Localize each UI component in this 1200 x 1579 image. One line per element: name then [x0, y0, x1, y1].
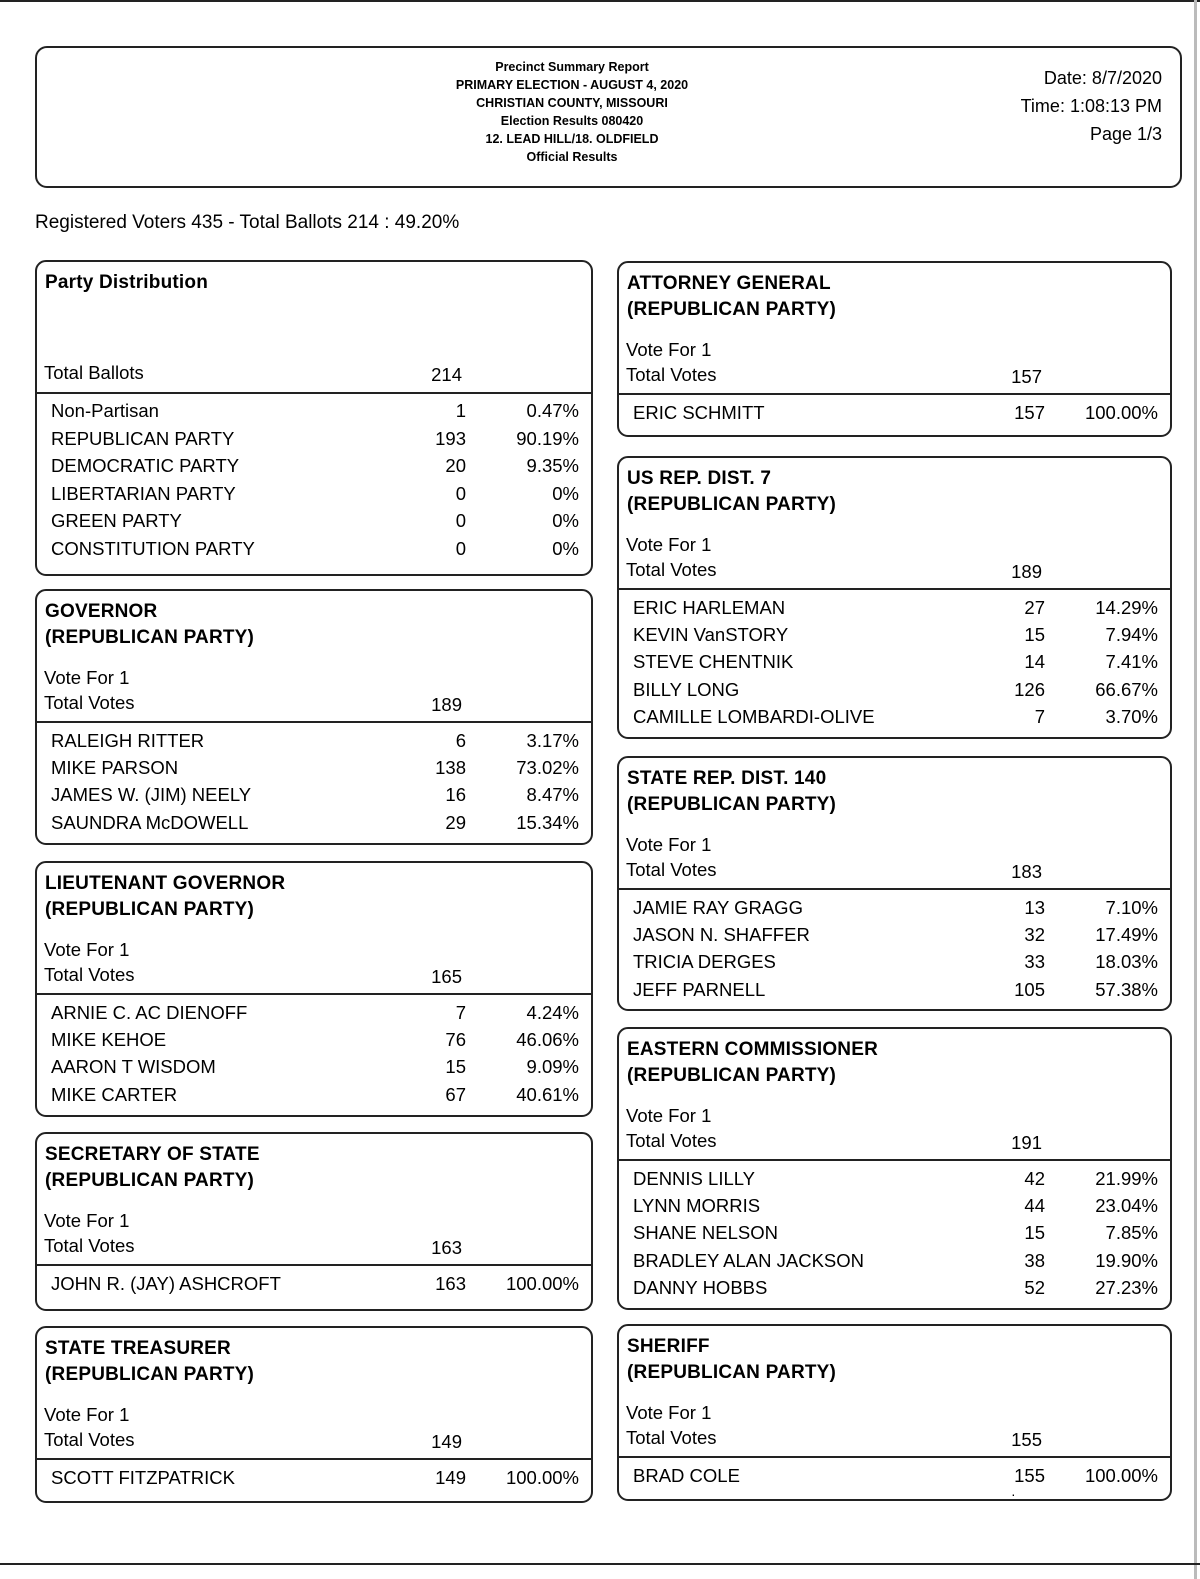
total-votes-value: 191 [1011, 1132, 1042, 1153]
party-name: GREEN PARTY [51, 510, 182, 531]
party-row [51, 483, 579, 510]
party-row [51, 455, 579, 482]
candidate-percent: 40.61% [516, 1083, 579, 1105]
contest-box-lieutenant-governor [35, 861, 593, 1117]
contest-box-governor [35, 589, 593, 845]
candidate-percent: 73.02% [516, 757, 579, 779]
party-distribution-box [35, 260, 593, 576]
contest-office: STATE TREASURER [45, 1338, 231, 1359]
candidate-row [633, 1195, 1158, 1222]
candidate-name: JAMES W. (JIM) NEELY [51, 784, 252, 806]
candidate-name: STEVE CHENTNIK [633, 651, 794, 673]
candidate-votes: 15 [1024, 624, 1045, 646]
candidate-percent: 19.90% [1095, 1249, 1158, 1271]
contest-box-attorney-general [617, 261, 1172, 437]
contest-office: ATTORNEY GENERAL [627, 273, 831, 294]
contest-party: (REPUBLICAN PARTY) [627, 494, 837, 515]
candidate-percent: 15.34% [516, 811, 579, 833]
total-votes-label: Total Votes [626, 559, 717, 580]
candidate-row [633, 402, 1158, 429]
candidate-votes: 38 [1024, 1249, 1045, 1271]
report-title: Precinct Summary Report [495, 60, 649, 74]
candidate-votes: 44 [1024, 1195, 1045, 1217]
contest-office: EASTERN COMMISSIONER [627, 1039, 879, 1060]
candidate-name: JEFF PARNELL [633, 978, 766, 1000]
contest-title [45, 1336, 254, 1388]
party-percent: 90.19% [516, 427, 579, 449]
candidate-votes: 52 [1024, 1276, 1045, 1298]
contest-rule [619, 888, 1170, 890]
contest-office: LIEUTENANT GOVERNOR [45, 873, 286, 894]
candidate-name: JASON N. SHAFFER [633, 924, 810, 946]
candidate-name: ERIC SCHMITT [633, 402, 765, 423]
candidate-name: ARNIE C. AC DIENOFF [51, 1002, 248, 1023]
results-id: Election Results 080420 [500, 114, 644, 128]
precinct-name: 12. LEAD HILL/18. OLDFIELD [485, 132, 659, 146]
candidate-name: CAMILLE LOMBARDI-OLIVE [633, 705, 875, 727]
contest-rule [619, 588, 1170, 590]
contest-office: SECRETARY OF STATE [45, 1144, 260, 1165]
total-votes-label: Total Votes [626, 1427, 717, 1448]
vote-for-label: Vote For 1 [44, 1404, 130, 1425]
contest-title [627, 271, 836, 323]
candidate-name: SAUNDRA McDOWELL [51, 811, 249, 833]
candidate-row [633, 624, 1158, 651]
contest-party: (REPUBLICAN PARTY) [45, 627, 255, 648]
contest-party: (REPUBLICAN PARTY) [627, 1362, 837, 1383]
party-percent: 0.47% [526, 400, 579, 421]
contest-party: (REPUBLICAN PARTY) [45, 899, 255, 920]
candidate-name: JOHN R. (JAY) ASHCROFT [51, 1273, 281, 1294]
candidate-name: LYNN MORRIS [633, 1195, 761, 1217]
candidate-name: KEVIN VanSTORY [633, 624, 789, 646]
total-votes-label: Total Votes [626, 364, 717, 385]
candidate-name: DENNIS LILLY [633, 1168, 756, 1189]
contest-rule [619, 1159, 1170, 1161]
candidate-percent: 7.85% [1105, 1222, 1158, 1244]
candidate-percent: 7.94% [1105, 624, 1158, 646]
candidate-row [51, 757, 579, 784]
vote-for-label: Vote For 1 [626, 834, 712, 855]
contest-box-state-treasurer [35, 1326, 593, 1503]
party-percent: 9.35% [526, 455, 579, 476]
contest-title [627, 1334, 836, 1386]
vote-for-label: Vote For 1 [626, 534, 712, 555]
candidate-votes: 155 [1014, 1465, 1045, 1486]
candidate-name: SHANE NELSON [633, 1222, 778, 1244]
contest-office: US REP. DIST. 7 [627, 468, 772, 489]
total-votes-label: Total Votes [44, 964, 135, 985]
vote-for-label: Vote For 1 [626, 339, 712, 360]
party-votes: 20 [445, 455, 466, 476]
contest-party: (REPUBLICAN PARTY) [627, 794, 837, 815]
scan-bottom-edge [0, 1563, 1200, 1567]
party-name: CONSTITUTION PARTY [51, 537, 255, 559]
candidate-percent: 57.38% [1095, 978, 1158, 1000]
party-votes: 0 [455, 510, 466, 531]
candidate-row [633, 924, 1158, 951]
candidate-percent: 18.03% [1095, 951, 1158, 973]
candidate-votes: 42 [1024, 1168, 1045, 1189]
candidate-votes: 14 [1024, 651, 1045, 673]
candidate-row [51, 1084, 579, 1111]
vote-for-label: Vote For 1 [44, 1210, 130, 1231]
party-percent: 0% [552, 537, 579, 559]
contest-title [45, 871, 285, 923]
candidate-row [633, 1168, 1158, 1195]
total-votes-label: Total Votes [44, 1235, 135, 1256]
candidate-name: MIKE PARSON [51, 757, 179, 779]
candidate-votes: 32 [1024, 924, 1045, 946]
party-row [51, 510, 579, 537]
candidate-percent: 7.10% [1105, 897, 1158, 918]
contest-party: (REPUBLICAN PARTY) [627, 299, 837, 320]
vote-for-label: Vote For 1 [626, 1105, 712, 1126]
candidate-votes: 138 [435, 757, 466, 779]
total-votes-value: 189 [1011, 561, 1042, 582]
total-votes-value: 157 [1011, 366, 1042, 387]
contest-box-eastern-commissioner [617, 1027, 1172, 1310]
candidate-votes: 76 [445, 1029, 466, 1051]
party-name: DEMOCRATIC PARTY [51, 455, 240, 476]
contest-title [45, 599, 254, 651]
page-number: Page 1/3 [1089, 124, 1162, 144]
total-votes-value: 165 [431, 966, 462, 987]
contest-office: STATE REP. DIST. 140 [627, 768, 827, 789]
candidate-row [633, 979, 1158, 1006]
report-time: Time: 1:08:13 PM [1020, 96, 1162, 116]
candidate-percent: 8.47% [526, 784, 579, 806]
candidate-row [633, 1222, 1158, 1249]
total-votes-value: 149 [431, 1431, 462, 1452]
candidate-votes: 15 [445, 1056, 466, 1078]
results-status: Official Results [526, 150, 618, 164]
candidate-row [51, 784, 579, 811]
contest-box-sheriff [617, 1324, 1172, 1501]
contest-office: GOVERNOR [45, 601, 158, 622]
candidate-votes: 13 [1024, 897, 1045, 918]
candidate-percent: 27.23% [1095, 1276, 1158, 1298]
party-votes: 0 [455, 537, 466, 559]
candidate-votes: 126 [1014, 678, 1045, 700]
candidate-row [633, 597, 1158, 624]
report-header [35, 46, 1182, 188]
candidate-row [633, 1277, 1158, 1304]
total-ballots-label: Total Ballots [44, 362, 144, 383]
candidate-name: DANNY HOBBS [633, 1276, 768, 1298]
candidate-votes: 105 [1014, 978, 1045, 1000]
party-name: REPUBLICAN PARTY [51, 427, 235, 449]
party-name: LIBERTARIAN PARTY [51, 482, 236, 504]
candidate-row [633, 897, 1158, 924]
county-name: CHRISTIAN COUNTY, MISSOURI [476, 96, 668, 110]
total-votes-value: 183 [1011, 861, 1042, 882]
candidate-name: MIKE KEHOE [51, 1029, 167, 1051]
candidate-votes: 16 [445, 784, 466, 806]
contest-rule [619, 1456, 1170, 1458]
candidate-percent: 66.67% [1095, 678, 1158, 700]
candidate-percent: 3.70% [1105, 705, 1158, 727]
candidate-votes: 149 [435, 1467, 466, 1488]
contest-rule [619, 393, 1170, 395]
contest-box-state-rep-dist-140 [617, 756, 1172, 1011]
candidate-percent: 100.00% [1084, 402, 1158, 423]
scan-mark: · [1011, 1486, 1016, 1502]
total-votes-label: Total Votes [44, 1429, 135, 1450]
total-votes-value: 163 [431, 1237, 462, 1258]
party-distribution-rule [37, 392, 591, 394]
party-distribution-title: Party Distribution [45, 272, 209, 293]
candidate-row [51, 1056, 579, 1083]
party-row [51, 400, 579, 427]
party-votes: 193 [435, 427, 466, 449]
election-name: PRIMARY ELECTION - AUGUST 4, 2020 [455, 78, 689, 92]
candidate-name: ERIC HARLEMAN [633, 597, 786, 618]
candidate-percent: 100.00% [1084, 1465, 1158, 1486]
candidate-percent: 14.29% [1095, 597, 1158, 618]
candidate-row [51, 1467, 579, 1494]
candidate-votes: 27 [1024, 597, 1045, 618]
contest-rule [37, 1458, 591, 1460]
contest-office: SHERIFF [627, 1336, 710, 1357]
candidate-votes: 67 [445, 1083, 466, 1105]
candidate-percent: 9.09% [526, 1056, 579, 1078]
candidate-name: BRAD COLE [633, 1465, 740, 1486]
report-date: Date: 8/7/2020 [1043, 68, 1162, 88]
total-votes-label: Total Votes [44, 692, 135, 713]
candidate-percent: 4.24% [526, 1002, 579, 1023]
party-votes: 1 [455, 400, 466, 421]
party-row [51, 428, 579, 455]
candidate-row [51, 1002, 579, 1029]
candidate-name: RALEIGH RITTER [51, 730, 205, 751]
contest-rule [37, 721, 591, 723]
candidate-percent: 21.99% [1095, 1168, 1158, 1189]
total-votes-value: 189 [431, 694, 462, 715]
candidate-row [633, 1250, 1158, 1277]
candidate-name: BRADLEY ALAN JACKSON [633, 1249, 864, 1271]
candidate-name: SCOTT FITZPATRICK [51, 1467, 235, 1488]
candidate-percent: 100.00% [505, 1467, 579, 1488]
candidate-row [633, 706, 1158, 733]
contest-title [45, 1142, 260, 1194]
party-votes: 0 [455, 482, 466, 504]
scan-right-edge [1194, 0, 1197, 1579]
party-row [51, 538, 579, 565]
candidate-name: AARON T WISDOM [51, 1056, 216, 1078]
contest-box-us-rep-dist-7 [617, 456, 1172, 739]
report-header-meta [1021, 64, 1162, 148]
candidate-percent: 46.06% [516, 1029, 579, 1051]
registered-voters-summary: Registered Voters 435 - Total Ballots 214 : 49.20% [35, 212, 460, 233]
candidate-votes: 29 [445, 811, 466, 833]
candidate-row [633, 1465, 1158, 1492]
contest-rule [37, 1264, 591, 1266]
contest-box-secretary-of-state [35, 1132, 593, 1311]
contest-party: (REPUBLICAN PARTY) [45, 1170, 255, 1191]
party-name: Non-Partisan [51, 400, 159, 421]
candidate-percent: 23.04% [1095, 1195, 1158, 1217]
scan-top-edge [0, 0, 1200, 14]
candidate-row [633, 951, 1158, 978]
candidate-votes: 6 [455, 730, 466, 751]
report-header-center [97, 58, 1047, 166]
candidate-name: BILLY LONG [633, 678, 740, 700]
candidate-row [633, 679, 1158, 706]
candidate-votes: 15 [1024, 1222, 1045, 1244]
candidate-percent: 7.41% [1105, 651, 1158, 673]
party-percent: 0% [552, 482, 579, 504]
candidate-votes: 163 [435, 1273, 466, 1294]
candidate-percent: 17.49% [1095, 924, 1158, 946]
candidate-name: TRICIA DERGES [633, 951, 776, 973]
vote-for-label: Vote For 1 [44, 667, 130, 688]
candidate-votes: 33 [1024, 951, 1045, 973]
contest-party: (REPUBLICAN PARTY) [45, 1364, 255, 1385]
contest-title [627, 466, 836, 518]
candidate-percent: 3.17% [526, 730, 579, 751]
candidate-row [51, 730, 579, 757]
candidate-name: JAMIE RAY GRAGG [633, 897, 803, 918]
vote-for-label: Vote For 1 [626, 1402, 712, 1423]
candidate-votes: 157 [1014, 402, 1045, 423]
total-votes-label: Total Votes [626, 1130, 717, 1151]
candidate-row [51, 812, 579, 839]
contest-title [627, 766, 836, 818]
total-votes-value: 155 [1011, 1429, 1042, 1450]
total-ballots-value: 214 [431, 364, 462, 385]
contest-rule [37, 993, 591, 995]
candidate-percent: 100.00% [505, 1273, 579, 1294]
contest-title [627, 1037, 878, 1089]
party-percent: 0% [552, 510, 579, 531]
candidate-votes: 7 [1034, 705, 1045, 727]
total-votes-label: Total Votes [626, 859, 717, 880]
candidate-name: MIKE CARTER [51, 1083, 178, 1105]
candidate-row [51, 1029, 579, 1056]
contest-party: (REPUBLICAN PARTY) [627, 1065, 837, 1086]
candidate-votes: 7 [455, 1002, 466, 1023]
candidate-row [51, 1273, 579, 1300]
vote-for-label: Vote For 1 [44, 939, 130, 960]
candidate-row [633, 651, 1158, 678]
